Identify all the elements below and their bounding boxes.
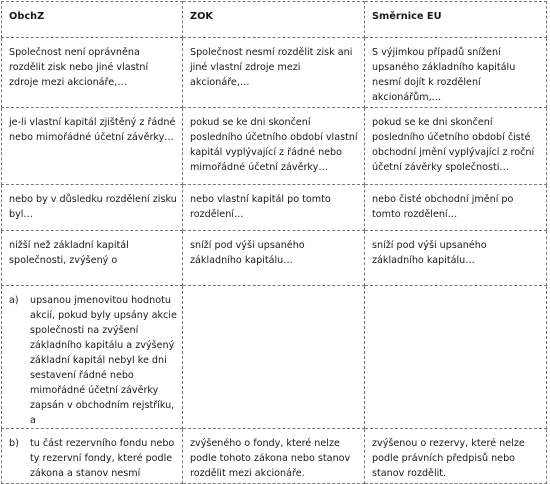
list-text: tu část rezervního fondu nebo ty rezervní fondy, které podle zákona a stanov nesmí: [30, 438, 175, 479]
cell-text: je-li vlastní kapitál zjištěný z řádné nebo mimořádné účetní závěrky…: [9, 117, 176, 143]
cell-text: Společnost nesmí rozdělit zisk ani jiné vlastní zdroje mezi akcionáře,…: [190, 47, 353, 88]
header-smernice-eu: Směrnice EU: [372, 11, 442, 22]
table-cell: [365, 286, 547, 429]
cell-text: [183, 286, 364, 293]
cell-text: nebo by v důsledku rozdělení zisku byl…: [9, 194, 177, 220]
table-cell: [2, 286, 183, 429]
table-row: [2, 429, 547, 484]
header-cell: [2, 2, 183, 38]
table-cell: [2, 185, 183, 231]
table-cell: [2, 108, 183, 185]
table-cell: [183, 231, 365, 286]
header-cell: [365, 2, 547, 38]
cell-text: zvýšenou o rezervy, které nelze podle právních předpisů nebo stanov rozdělit.: [372, 438, 525, 479]
cell-text: Společnost není oprávněna rozdělit zisk nebo jiné vlastní zdroje mezi akcionáře,…: [9, 47, 149, 88]
header-zok: ZOK: [190, 11, 214, 22]
table-cell: [183, 286, 365, 429]
cell-text: nebo vlastní kapitál po tomto rozdělení…: [190, 194, 331, 220]
list-text: upsanou jmenovitou hodnotu akcií, pokud byly upsány akcie společnosti na zvýšení základního kapitálu a zvýšený základní kapitál nebyl ke dni sestavení řádné nebo mimořádné účetní závěrky zapsán v obchodním rejstříku, a: [30, 295, 177, 426]
cell-text: sníží pod výši upsaného základního kapitálu…: [190, 240, 305, 266]
table-cell: [2, 38, 183, 108]
cell-text: zvýšeného o fondy, které nelze podle tohoto zákona nebo stanov rozdělit mezi akcionáře.: [190, 438, 351, 479]
list-marker: b): [9, 438, 19, 449]
list-marker: a): [9, 295, 19, 306]
table-cell: [365, 38, 547, 108]
comparison-table: [1, 1, 547, 484]
cell-text: sníží pod výši upsaného základního kapitálu…: [372, 240, 487, 266]
cell-text: S výjimkou případů snížení upsaného základního kapitálu nesmí dojít k rozdělení akcionářům,…: [372, 47, 516, 103]
table-row: [2, 38, 547, 108]
table-cell: [365, 231, 547, 286]
table-header-row: [2, 2, 547, 38]
cell-text: pokud se ke dni skončení posledního účetního období čisté obchodní jmění vyplývající z roční účetní závěrky společnosti…: [372, 117, 535, 173]
header-obchz: ObchZ: [9, 11, 45, 22]
table-row: [2, 108, 547, 185]
table-cell: [183, 38, 365, 108]
cell-text: pokud se ke dni skončení posledního účetního období vlastní kapitál vyplývající z řádné nebo mimořádné účetní závěrky…: [190, 117, 358, 173]
cell-text: [365, 286, 546, 293]
table-cell: [365, 429, 547, 484]
header-cell: [183, 2, 365, 38]
list-item-a: [2, 286, 182, 428]
list-item-b: [2, 429, 182, 481]
table-cell: [183, 185, 365, 231]
table-cell: [183, 108, 365, 185]
table-row: [2, 185, 547, 231]
table-cell: [183, 429, 365, 484]
table-row: [2, 286, 547, 429]
table-cell: [365, 185, 547, 231]
table-row: [2, 231, 547, 286]
table-cell: [2, 231, 183, 286]
cell-text: nebo čisté obchodní jmění po tomto rozdělení…: [372, 194, 514, 220]
table-cell: [2, 429, 183, 484]
table-cell: [365, 108, 547, 185]
cell-text: nižší než základní kapitál společnosti, zvýšený o: [9, 240, 129, 266]
